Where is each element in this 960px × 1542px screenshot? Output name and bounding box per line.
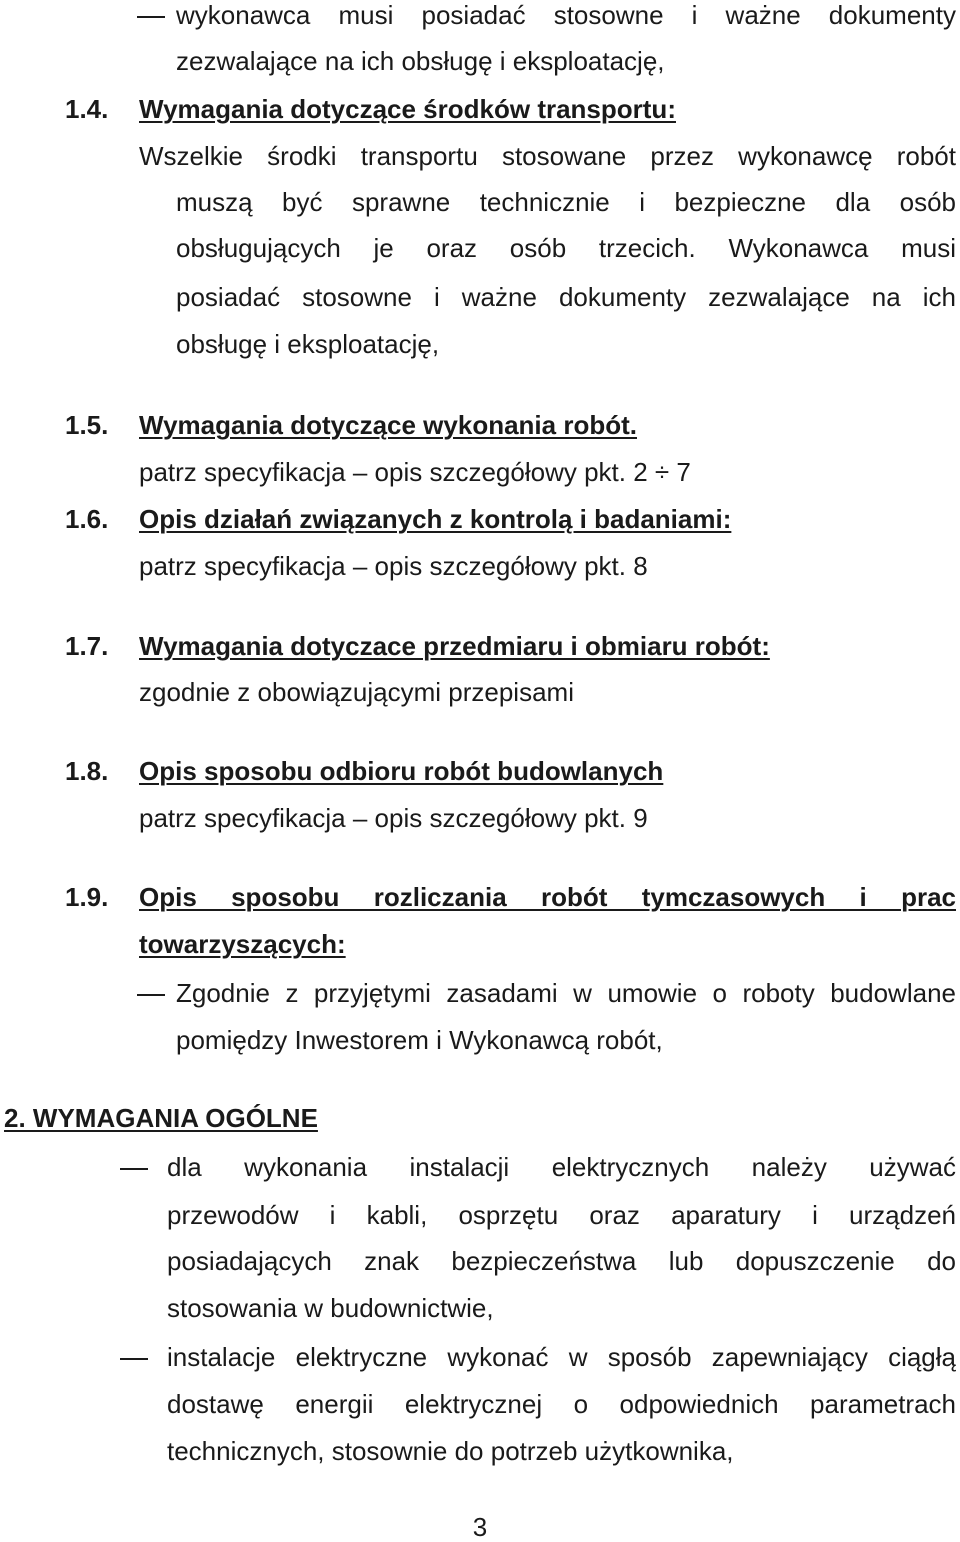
section-text: patrz specyfikacja – opis szczegółowy pkt. 8: [139, 551, 648, 581]
section-heading: Opis sposobu rozliczania robót tymczasowych i prac: [139, 882, 956, 912]
list-dash: [120, 1358, 148, 1360]
paragraph-line: posiadać stosowne i ważne dokumenty zezwalające na ich: [176, 282, 956, 312]
list-item-line: dla wykonania instalacji elektrycznych należy używać: [167, 1152, 956, 1182]
list-item-line: pomiędzy Inwestorem i Wykonawcą robót,: [176, 1025, 663, 1055]
paragraph-line: Wszelkie środki transportu stosowane przez wykonawcę robót: [139, 141, 956, 171]
intro-item-line2: zezwalające na ich obsługę i eksploatację,: [176, 46, 665, 76]
section-heading: Wymagania dotyczące środków transportu:: [139, 94, 676, 124]
list-item-line: Zgodnie z przyjętymi zasadami w umowie o roboty budowlane: [176, 978, 956, 1008]
list-item-line: instalacje elektryczne wykonać w sposób zapewniający ciągłą: [167, 1342, 956, 1372]
chapter-heading: 2. WYMAGANIA OGÓLNE: [4, 1103, 318, 1133]
section-heading-continued: towarzyszących:: [139, 929, 346, 959]
list-item-line: przewodów i kabli, osprzętu oraz aparatury i urządzeń: [167, 1200, 956, 1230]
section-number: 1.4.: [65, 94, 109, 124]
section-text: patrz specyfikacja – opis szczegółowy pkt. 9: [139, 803, 648, 833]
section-number: 1.7.: [65, 631, 109, 661]
paragraph-line: obsługę i eksploatację,: [176, 329, 440, 359]
list-item-line: technicznych, stosownie do potrzeb użytkownika,: [167, 1436, 734, 1466]
section-heading: Wymagania dotyczące wykonania robót.: [139, 410, 637, 440]
section-heading: Wymagania dotyczace przedmiaru i obmiaru robót:: [139, 631, 770, 661]
page-number: 3: [472, 1512, 488, 1542]
list-dash: [120, 1168, 148, 1170]
section-text: zgodnie z obowiązującymi przepisami: [139, 677, 574, 707]
list-item-line: posiadających znak bezpieczeństwa lub dopuszczenie do: [167, 1246, 956, 1276]
list-item-line: dostawę energii elektrycznej o odpowiednich parametrach: [167, 1389, 956, 1419]
section-number: 1.5.: [65, 410, 109, 440]
section-number: 1.6.: [65, 504, 109, 534]
paragraph-line: obsługujących je oraz osób trzecich. Wykonawca musi: [176, 233, 956, 263]
list-dash: [137, 16, 165, 18]
section-text: patrz specyfikacja – opis szczegółowy pkt. 2 ÷ 7: [139, 457, 691, 487]
section-number: 1.8.: [65, 756, 109, 786]
paragraph-line: muszą być sprawne technicznie i bezpieczne dla osób: [176, 187, 956, 217]
section-heading: Opis sposobu odbioru robót budowlanych: [139, 756, 664, 786]
list-dash: [137, 994, 165, 996]
intro-item-line1: wykonawca musi posiadać stosowne i ważne dokumenty: [176, 0, 956, 30]
list-item-line: stosowania w budownictwie,: [167, 1293, 494, 1323]
section-number: 1.9.: [65, 882, 109, 912]
section-heading: Opis działań związanych z kontrolą i badaniami:: [139, 504, 732, 534]
